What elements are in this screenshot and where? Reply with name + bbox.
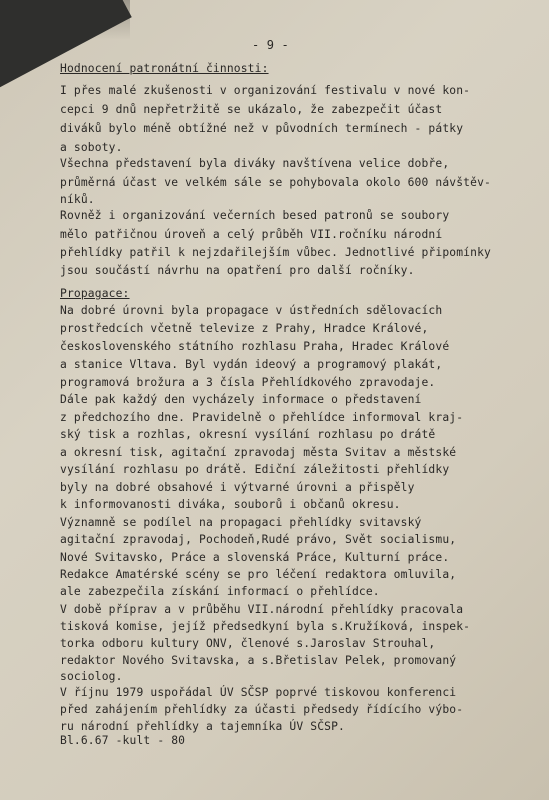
text-line: Redakce Amatérské scény se pro léčení redaktora omluvila, xyxy=(60,568,457,581)
text-line: tisková komise, jejíž předsedkyní byla s.Kružíková, inspek- xyxy=(60,620,471,633)
footer-reference: Bl.6.67 -kult - 80 xyxy=(60,734,186,747)
text-line: níků. xyxy=(60,193,95,206)
text-line: ru národní přehlídky a tajemníka ÚV SČSP. xyxy=(60,720,346,733)
text-line: diváků bylo méně obtížné než v původních termínech - pátky xyxy=(60,122,464,135)
text-line: sociolog. xyxy=(60,670,123,683)
text-line: redaktor Nového Svitavska, a s.Břetislav Pelek, promovaný xyxy=(60,654,457,667)
text-line: programová brožura a 3 čísla Přehlídkového zpravodaje. xyxy=(60,376,436,389)
text-line: ský tisk a rozhlas, okresní vysílání rozhlasu po drátě xyxy=(60,428,436,441)
text-line: z předchozího dne. Pravidelně o přehlídce informoval kraj- xyxy=(60,411,464,424)
text-line: před zahájením přehlídky za účasti předsedy řídícího výbo- xyxy=(60,703,464,716)
text-line: vysílání rozhlasu po drátě. Ediční záležitosti přehlídky xyxy=(60,463,450,476)
text-line: Na dobré úrovni byla propagace v ústředních sdělovacích xyxy=(60,304,443,317)
section-heading-propagace: Propagace: xyxy=(60,287,130,300)
text-line: Všechna představení byla diváky navštívena velice dobře, xyxy=(60,157,450,170)
text-line: V říjnu 1979 uspořádal ÚV SČSP poprvé tiskovou konferenci xyxy=(60,686,457,699)
text-line: jsou součástí návrhu na opatření pro další ročníky. xyxy=(60,264,415,277)
text-line: V době příprav a v průběhu VII.národní přehlídky pracovala xyxy=(60,603,464,616)
text-line: I přes malé zkušenosti v organizování festivalu v nové kon- xyxy=(60,84,471,97)
text-line: Významně se podílel na propagaci přehlídky svitavský xyxy=(60,516,422,529)
text-line: Rovněž i organizování večerních besed patronů se soubory xyxy=(60,209,450,222)
text-line: průměrná účast ve velkém sále se pohybovala okolo 600 návštěv- xyxy=(60,176,491,189)
text-line: cepci 9 dnů nepřetržitě se ukázalo, že zabezpečit účast xyxy=(60,103,443,116)
page-number: - 9 - xyxy=(252,38,289,52)
text-line: mělo patřičnou úroveň a celý průběh VII.ročníku národní xyxy=(60,228,443,241)
text-line: Dále pak každý den vycházely informace o představení xyxy=(60,393,422,406)
text-line: Nové Svitavsko, Práce a slovenská Práce, Kulturní práce. xyxy=(60,551,450,564)
text-line: agitační zpravodaj, Pochodeň,Rudé právo, Svět socialismu, xyxy=(60,533,457,546)
text-line: torka odboru kultury ONV, členové s.Jaroslav Strouhal, xyxy=(60,637,436,650)
text-line: a stanice Vltava. Byl vydán ideový a programový plakát, xyxy=(60,358,443,371)
text-line: československého státního rozhlasu Praha, Hradec Králové xyxy=(60,340,450,353)
text-line: a soboty. xyxy=(60,141,123,154)
text-line: přehlídky patřil k nejzdařilejším vůbec. Jednotlivé připomínky xyxy=(60,246,491,259)
section-heading-patronat: Hodnocení patronátní činnosti: xyxy=(60,62,269,75)
text-line: k informovanosti diváka, souborů i občanů okresu. xyxy=(60,498,401,511)
text-line: byly na dobré obsahové i výtvarné úrovni a přispěly xyxy=(60,481,415,494)
text-line: ale zabezpečila získání informací o přehlídce. xyxy=(60,585,380,598)
text-line: a okresní tisk, agitační zpravodaj města Svitav a městské xyxy=(60,446,457,459)
text-line: prostředcích včetně televize z Prahy, Hradce Králové, xyxy=(60,322,429,335)
